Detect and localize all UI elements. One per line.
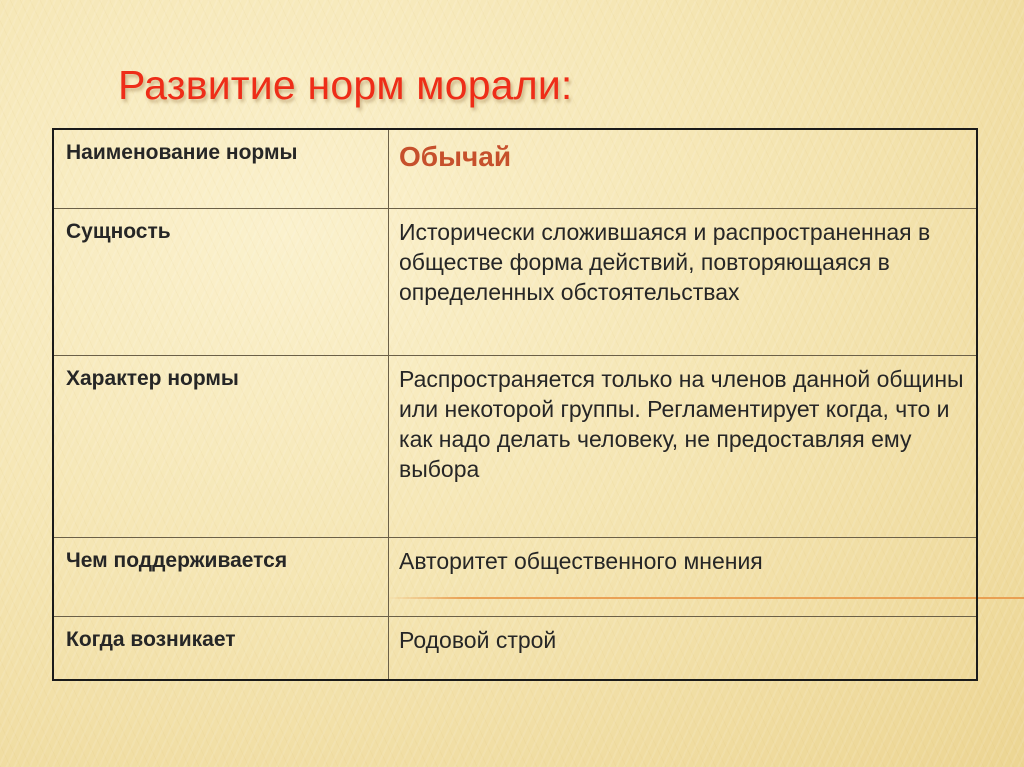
row-value-character: Распространяется только на членов данной общины или некоторой группы. Регламентирует когда, что и как надо делать человеку, не предоставляя ему выбора [389, 356, 978, 538]
table-row [53, 129, 977, 209]
row-value-essence: Исторически сложившаяся и распространенная в обществе форма действий, повторяющаяся в определенных обстоятельствах [389, 209, 978, 356]
row-label-name: Наименование нормы [53, 129, 389, 209]
row-label-support: Чем поддерживается [53, 538, 389, 617]
row-label-essence: Сущность [53, 209, 389, 356]
table-row [53, 356, 977, 538]
row-label-character: Характер нормы [53, 356, 389, 538]
row-value-name [389, 129, 978, 209]
norms-table [52, 128, 978, 681]
table-row [53, 538, 977, 617]
slide-title: Развитие норм морали: [118, 62, 573, 108]
table-row [53, 209, 977, 356]
norm-name-value: Обычай [399, 141, 512, 172]
table-row [53, 617, 977, 681]
row-value-support: Авторитет общественного мнения [389, 538, 978, 617]
row-value-origin: Родовой строй [389, 617, 978, 681]
row-label-origin: Когда возникает [53, 617, 389, 681]
